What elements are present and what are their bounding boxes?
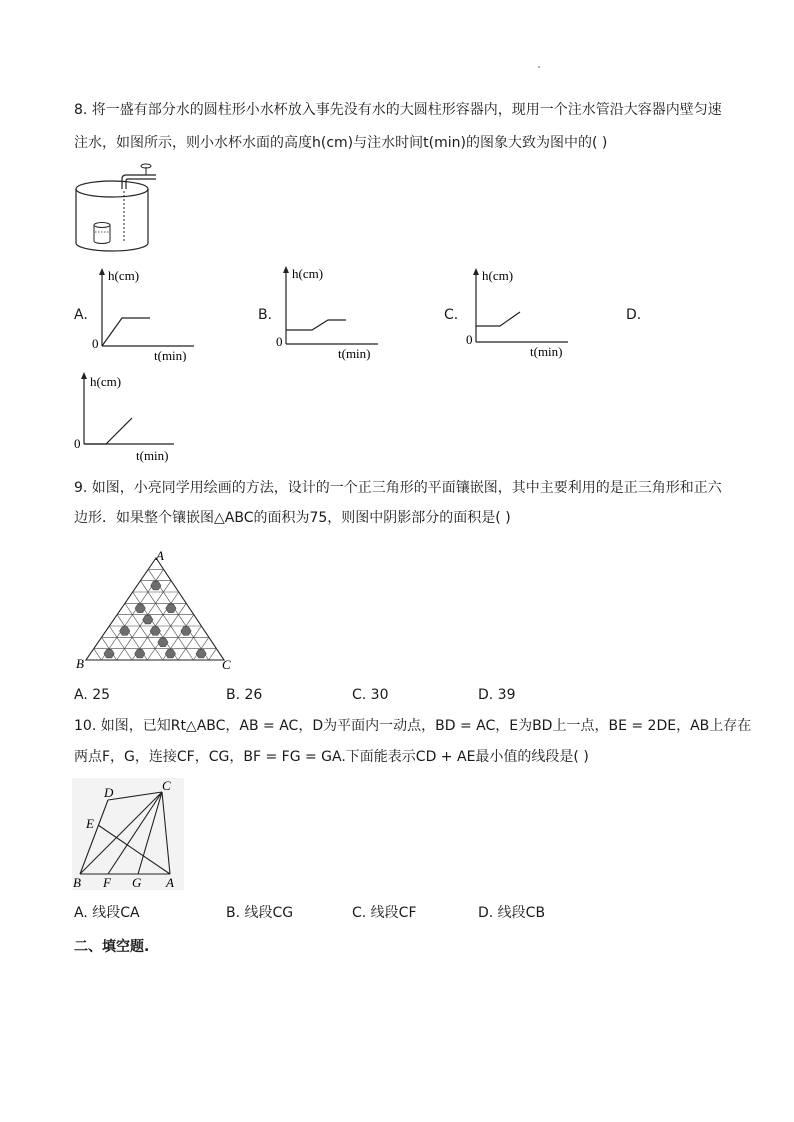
q8-graph-c-ylabel: h(cm)	[482, 268, 514, 283]
q9-option-b: B. 26	[226, 687, 263, 703]
q8-graph-b-xlabel: t(min)	[338, 346, 371, 361]
page-mark	[538, 66, 540, 68]
q10-point-g: G	[132, 875, 142, 890]
q8-graph-a-ylabel: h(cm)	[108, 268, 140, 283]
q8-graph-a-xlabel: t(min)	[154, 348, 187, 362]
q8-graph-b-origin: 0	[276, 334, 283, 349]
q9-line-1: 9. 如图，小亮同学用绘画的方法，设计的一个正三角形的平面镶嵌图，其中主要利用的是正三角形和正六	[74, 480, 722, 496]
q10-geometry-figure	[72, 778, 184, 890]
q8-graph-b-ylabel: h(cm)	[292, 266, 324, 281]
q9-line-2: 边形．如果整个镶嵌图△ABC的面积为75，则图中阴影部分的面积是( )	[74, 510, 511, 526]
q10-line-1: 10. 如图，已知Rt△ABC，AB = AC，D为平面内一动点，BD = AC，E为BD上一点，BE = 2DE，AB上存在	[74, 718, 752, 734]
q9-shaded-hexagon	[165, 649, 175, 658]
q10-point-e: E	[86, 816, 94, 831]
q8-option-c-label: C.	[444, 307, 459, 323]
q9-vertex-a: A	[156, 548, 164, 563]
q8-line-1: 8. 将一盛有部分水的圆柱形小水杯放入事先没有水的大圆柱形容器内，现用一个注水管沿大容器内壁匀速	[74, 102, 722, 118]
q10-point-b: B	[73, 875, 81, 890]
q9-shaded-hexagon	[120, 627, 130, 636]
q9-option-c: C. 30	[352, 687, 389, 703]
q8-graph-d-origin: 0	[74, 436, 81, 451]
q8-graph-d-ylabel: h(cm)	[90, 374, 122, 389]
q8-graph-c-xlabel: t(min)	[530, 344, 563, 359]
q8-graph-c	[462, 266, 574, 362]
q8-graph-a	[88, 266, 200, 362]
q8-graph-a-origin: 0	[92, 336, 99, 351]
q9-shaded-hexagon	[143, 615, 153, 624]
q9-shaded-hexagon	[166, 604, 176, 613]
q9-vertex-c: C	[222, 657, 231, 672]
q10-option-b: B. 线段CG	[226, 905, 294, 921]
q10-option-a: A. 线段CA	[74, 905, 140, 921]
q8-option-a-label: A.	[74, 307, 88, 323]
q9-option-a: A. 25	[74, 687, 111, 703]
q8-option-d-label: D.	[626, 307, 642, 323]
q9-shaded-hexagon	[135, 649, 145, 658]
q9-shaded-hexagon	[135, 604, 145, 613]
q10-point-d: D	[104, 785, 114, 800]
q8-graph-c-origin: 0	[466, 332, 473, 347]
q9-shaded-hexagon	[181, 627, 191, 636]
q9-shaded-hexagon	[104, 649, 114, 658]
q9-shaded-hexagon	[151, 581, 161, 590]
q8-option-b-label: B.	[258, 307, 273, 323]
q9-shaded-hexagon	[158, 638, 168, 647]
section-title: 二、填空题.	[74, 939, 150, 955]
q8-graph-d	[70, 370, 182, 466]
q8-line-2: 注水，如图所示，则小水杯水面的高度h(cm)与注水时间t(min)的图象大致为图中的( )	[74, 135, 608, 151]
q9-shaded-hexagon	[150, 627, 160, 636]
q9-tessellation-figure	[72, 548, 242, 672]
q10-point-f: F	[103, 875, 111, 890]
q10-option-c: C. 线段CF	[352, 905, 417, 921]
q10-point-c: C	[162, 778, 171, 793]
q10-line-2: 两点F，G，连接CF，CG，BF = FG = GA.下面能表示CD + AE最小值的线段是( )	[74, 749, 589, 765]
q8-graph-b	[272, 262, 384, 362]
q10-point-a: A	[166, 875, 174, 890]
q8-graph-d-xlabel: t(min)	[136, 448, 169, 463]
q10-option-d: D. 线段CB	[478, 905, 546, 921]
q8-container-figure	[70, 163, 170, 255]
q9-option-d: D. 39	[478, 687, 516, 703]
q9-shaded-hexagon	[196, 649, 206, 658]
q9-vertex-b: B	[76, 656, 84, 671]
